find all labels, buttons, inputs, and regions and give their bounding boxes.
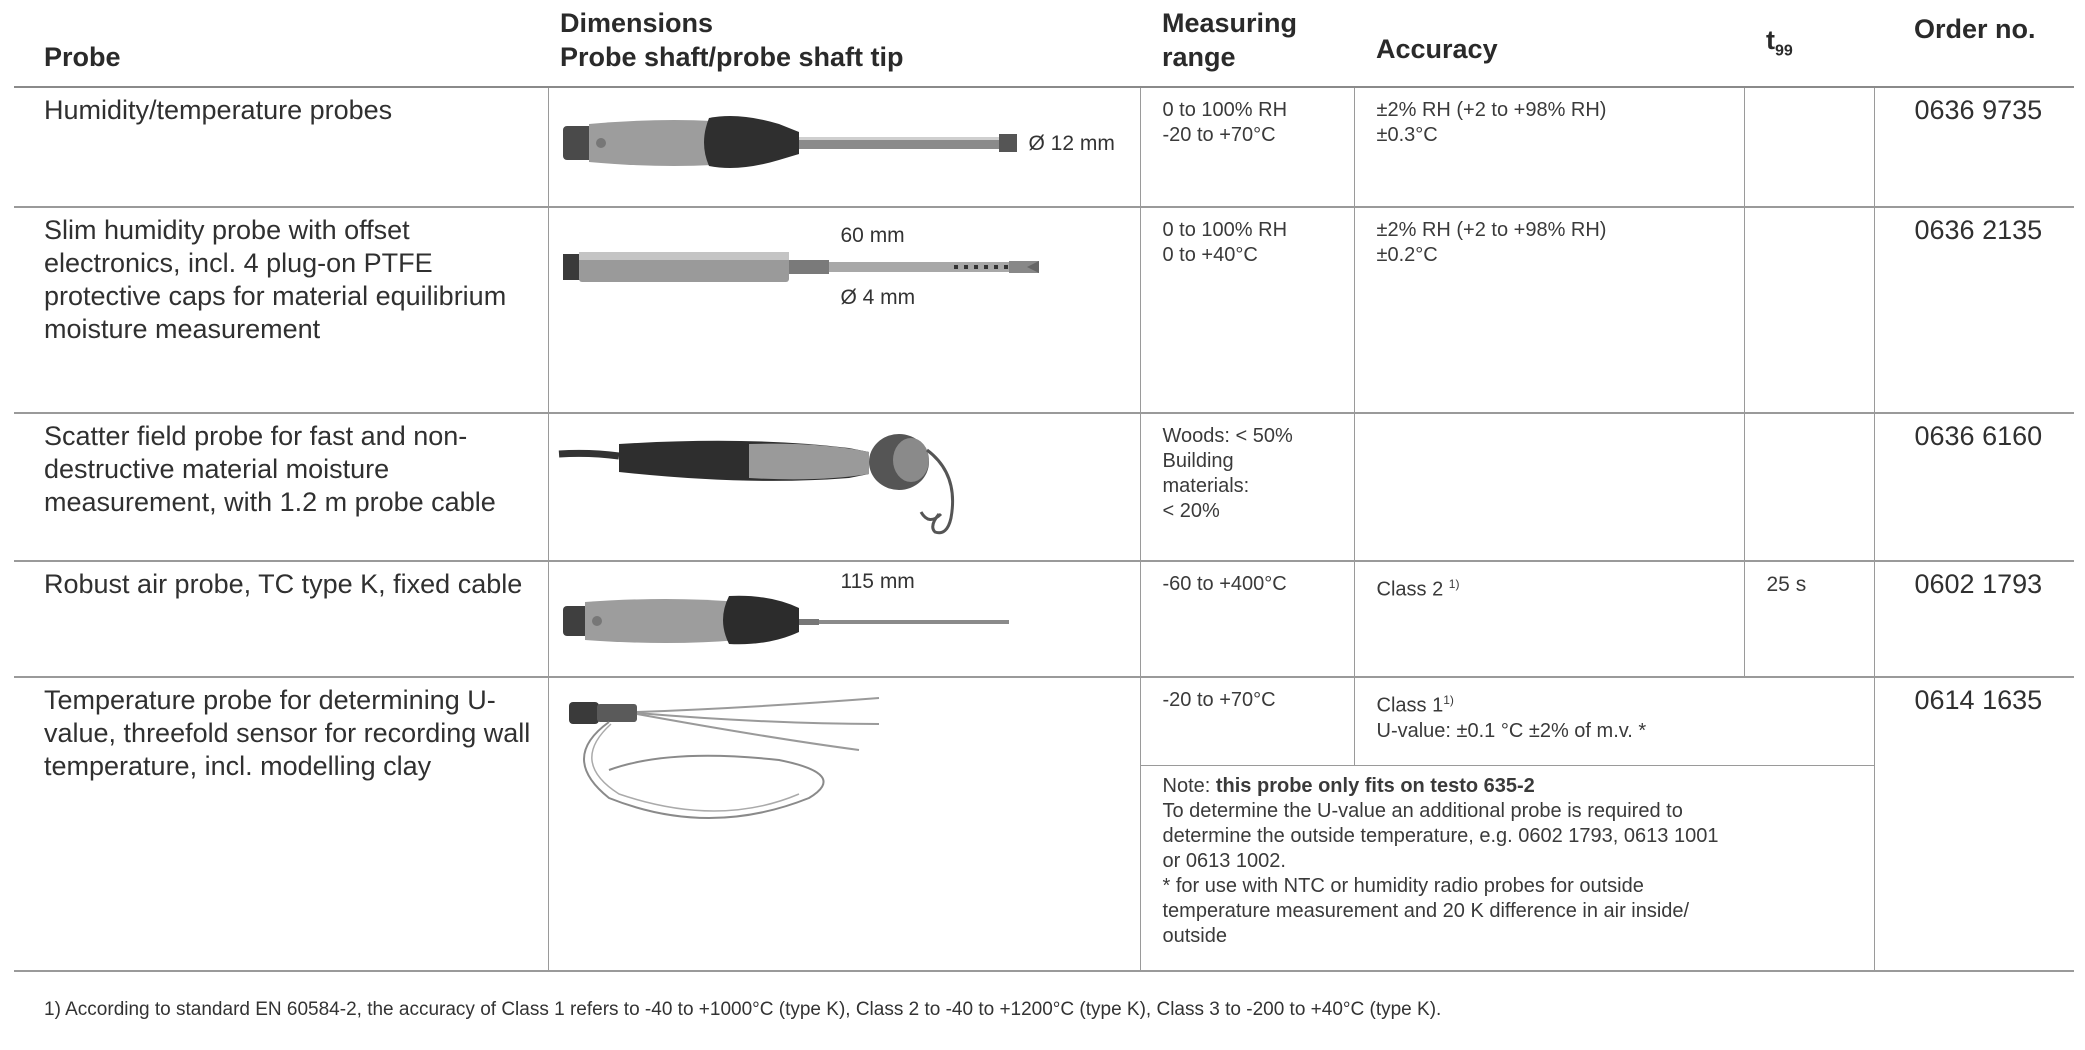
header-range-line2: range (1162, 42, 1236, 72)
accuracy-class: Class 2 (1376, 578, 1444, 601)
probe-dimensions-cell (548, 677, 1140, 971)
dim-label-length: 115 mm (840, 570, 915, 593)
accuracy-cell (1354, 413, 1744, 561)
range-line: -20 to +70°C (1162, 689, 1276, 711)
range-cell (1140, 207, 1354, 413)
header-t99: $t_{99}$ (1744, 6, 1874, 87)
table-row (14, 413, 2074, 561)
order-number: 0636 9735 (1874, 87, 2074, 207)
accuracy-cell (1354, 561, 1744, 677)
range-line: 0 to +40°C (1162, 244, 1258, 266)
probe-dimensions-cell (548, 413, 1140, 561)
dim-label-diameter: Ø 12 mm (1028, 132, 1115, 155)
order-number: 0614 1635 (1874, 677, 2074, 971)
note-prefix: Note: (1162, 774, 1216, 797)
accuracy-line (1377, 688, 1866, 719)
range-line: 0 to 100% RH (1162, 99, 1288, 121)
probe-dimensions-cell (548, 87, 1140, 207)
range-cell (1140, 413, 1354, 561)
scatter-field-probe-image (549, 414, 1141, 562)
accuracy-cell (1354, 677, 1874, 765)
footnote: 1) According to standard EN 60584-2, the accuracy of Class 1 refers to -40 to +1000°C (type K), Class 2 to -40 to +1200°C (type K), Class 3 to -200 to +40°C (type K). (44, 999, 1442, 1020)
header-dimensions (548, 6, 1140, 87)
table-row (14, 561, 2074, 677)
accuracy-line: ±2% RH (+2 to +98% RH) (1376, 219, 1607, 241)
range-cell (1140, 87, 1354, 207)
table-row (14, 207, 2074, 413)
note-line: * for use with NTC or humidity radio probes for outside (1162, 874, 1644, 897)
note-line: or 0613 1002. (1162, 849, 1286, 872)
accuracy-class: Class 1 (1376, 694, 1444, 717)
dim-label-length: 60 mm (840, 224, 905, 247)
order-number: 0636 6160 (1874, 413, 2074, 561)
header-row (14, 6, 2074, 87)
footnote-ref: 1) (1443, 693, 1454, 707)
range-cell (1140, 677, 1354, 765)
range-line: Building (1162, 450, 1234, 472)
range-line: -20 to +70°C (1162, 124, 1276, 146)
note-cell (1140, 765, 1874, 971)
accuracy-cell (1354, 87, 1744, 207)
accuracy-line: U-value: ±0.1 °C ±2% of m.v. * (1376, 719, 1647, 742)
t99-cell (1744, 207, 1874, 413)
probe-name: Robust air probe, TC type K, fixed cable (14, 561, 548, 677)
dim-label-diameter: Ø 4 mm (840, 286, 916, 309)
probe-name: Temperature probe for determining U-value, threefold sensor for recording wall temperature, incl. modelling clay (14, 677, 548, 971)
note-heading (1163, 774, 1864, 799)
note-line: outside (1162, 924, 1227, 947)
accuracy-line: ±0.3°C (1376, 124, 1438, 146)
note-line: To determine the U-value an additional probe is required to (1162, 799, 1683, 822)
header-dimensions-line2: Probe shaft/probe shaft tip (560, 42, 904, 72)
range-line: Woods: < 50% (1162, 425, 1293, 447)
accuracy-cell (1354, 207, 1744, 413)
probe-name: Scatter field probe for fast and non-destructive material moisture measurement, with 1.2 m probe cable (14, 413, 548, 561)
order-number: 0636 2135 (1874, 207, 2074, 413)
header-range (1140, 6, 1354, 87)
range-line: 0 to 100% RH (1162, 219, 1288, 241)
header-t99-sub: 99 (1775, 42, 1793, 59)
note-line: determine the outside temperature, e.g. 0602 1793, 0613 1001 (1162, 824, 1719, 847)
probe-table (14, 6, 2074, 972)
header-dimensions-line1: Dimensions (560, 8, 714, 38)
header-order-no: Order no. (1874, 6, 2074, 87)
range-line: -60 to +400°C (1162, 573, 1287, 595)
table-row (14, 677, 2074, 765)
header-probe: Probe (14, 6, 548, 87)
range-line: < 20% (1162, 500, 1220, 522)
probe-dimensions-cell (548, 207, 1140, 413)
footnote-ref: 1) (1448, 577, 1460, 591)
range-line: materials: (1162, 475, 1250, 497)
accuracy-line: ±2% RH (+2 to +98% RH) (1376, 99, 1607, 121)
probe-dimensions-cell (548, 561, 1140, 677)
header-range-line1: Measuring (1162, 8, 1298, 38)
header-accuracy: Accuracy (1354, 6, 1744, 87)
accuracy-line: ±0.2°C (1376, 244, 1438, 266)
probe-name: Humidity/temperature probes (14, 87, 548, 207)
note-bold: this probe only fits on testo 635-2 (1215, 774, 1535, 797)
range-cell (1140, 561, 1354, 677)
note-line: temperature measurement and 20 K difference in air inside/ (1162, 899, 1690, 922)
probe-name: Slim humidity probe with offset electronics, incl. 4 plug-on PTFE protective caps for material equilibrium moisture measurement (14, 207, 548, 413)
order-number: 0602 1793 (1874, 561, 2074, 677)
table-row (14, 87, 2074, 207)
t99-cell (1744, 87, 1874, 207)
u-value-probe-image (549, 678, 1141, 972)
t99-cell (1744, 413, 1874, 561)
t99-cell: 25 s (1744, 561, 1874, 677)
